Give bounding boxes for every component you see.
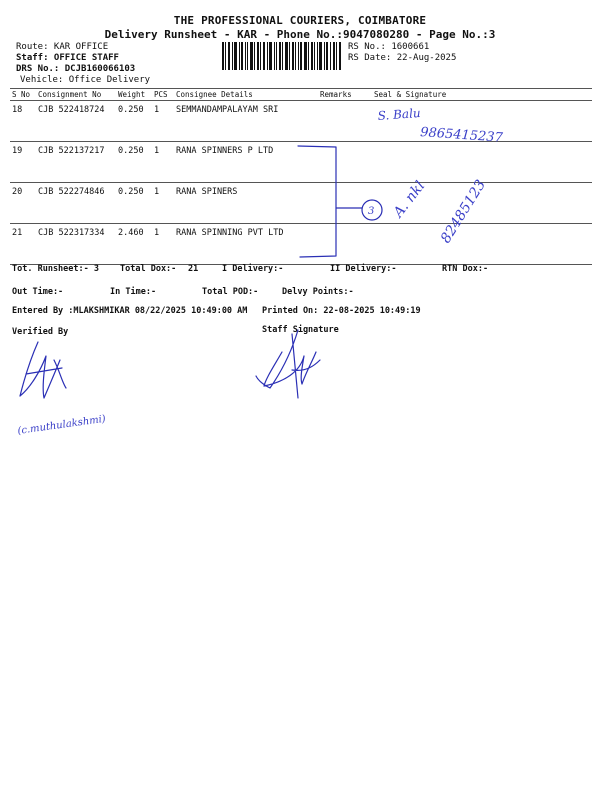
cell-consignee: SEMMANDAMPALAYAM SRI — [174, 101, 318, 142]
cell-sno: 18 — [10, 101, 36, 142]
printed-on: Printed On: 22-08-2025 10:49:19 — [262, 306, 421, 316]
cell-consignment: CJB 522317334 — [36, 224, 116, 265]
bracket-line — [298, 146, 336, 257]
cell-pcs: 1 — [152, 142, 174, 183]
tot-runsheet: Tot. Runsheet:- 3 — [12, 264, 99, 274]
cell-consignee: RANA SPINNING PVT LTD — [174, 224, 318, 265]
company-title: THE PROFESSIONAL COURIERS, COIMBATORE — [173, 14, 427, 27]
i-delivery: I Delivery:- — [222, 264, 284, 274]
out-time: Out Time:- — [12, 287, 64, 297]
col-pcs: PCS — [152, 89, 174, 101]
cell-pcs: 1 — [152, 101, 174, 142]
verified-by-label: Verified By — [12, 327, 69, 337]
vehicle-label: Vehicle: Office Delivery — [20, 75, 151, 85]
col-remarks: Remarks — [318, 89, 372, 101]
cell-consignment: CJB 522418724 — [36, 101, 116, 142]
cell-sno: 21 — [10, 224, 36, 265]
cell-weight: 0.250 — [116, 183, 152, 224]
cell-pcs: 1 — [152, 224, 174, 265]
in-time: In Time:- — [110, 287, 157, 297]
rs-number: RS No.: 1600661 — [348, 42, 430, 52]
runsheet-subtitle: Delivery Runsheet - KAR - Phone No.:9047080280 - Page No.:3 — [104, 28, 496, 41]
cell-consignee: RANA SPINERS — [174, 183, 318, 224]
ii-delivery: II Delivery:- — [330, 264, 397, 274]
col-seal-signature: Seal & Signature — [372, 89, 592, 101]
row18-signature-name: S. Balu — [377, 106, 422, 123]
col-consignee: Consignee Details — [174, 89, 318, 101]
verifier-signature — [20, 342, 66, 398]
total-dox-label: Total Dox:- — [120, 264, 177, 274]
drs-number: DRS No.: DCJB160066103 — [16, 64, 136, 74]
cell-sno: 20 — [10, 183, 36, 224]
entered-by: Entered By :MLAKSHMIKAR 08/22/2025 10:49:00 AM — [12, 306, 248, 316]
cell-sno: 19 — [10, 142, 36, 183]
total-dox-value: 21 — [188, 264, 199, 274]
rtn-dox: RTN Dox:- — [442, 264, 489, 274]
staff-signature-scribble — [256, 330, 320, 398]
route-label: Route: KAR OFFICE — [16, 42, 109, 52]
delvy-points: Delvy Points:- — [282, 287, 354, 297]
verifier-name: (c.muthulakshmi) — [16, 413, 107, 437]
cell-weight: 0.250 — [116, 142, 152, 183]
cell-consignee: RANA SPINNERS P LTD — [174, 142, 318, 183]
circle-mark-text: 3 — [368, 206, 375, 217]
staff-signature-label: Staff Signature — [262, 325, 339, 335]
staff-label: Staff: OFFICE STAFF — [16, 53, 119, 63]
row18-signature-phone: 9865415237 — [419, 125, 504, 146]
cell-pcs: 1 — [152, 183, 174, 224]
cell-consignment: CJB 522137217 — [36, 142, 116, 183]
col-sno: S No — [10, 89, 36, 101]
cell-weight: 2.460 — [116, 224, 152, 265]
row20-signature-phone: 82485123 — [437, 177, 490, 247]
col-weight: Weight — [116, 89, 152, 101]
total-pod: Total POD:- — [202, 287, 259, 297]
cell-consignment: CJB 522274846 — [36, 183, 116, 224]
rs-date: RS Date: 22-Aug-2025 — [348, 53, 457, 63]
col-consignment: Consignment No — [36, 89, 116, 101]
row20-signature-name: A. nkl — [390, 178, 429, 221]
cell-weight: 0.250 — [116, 101, 152, 142]
